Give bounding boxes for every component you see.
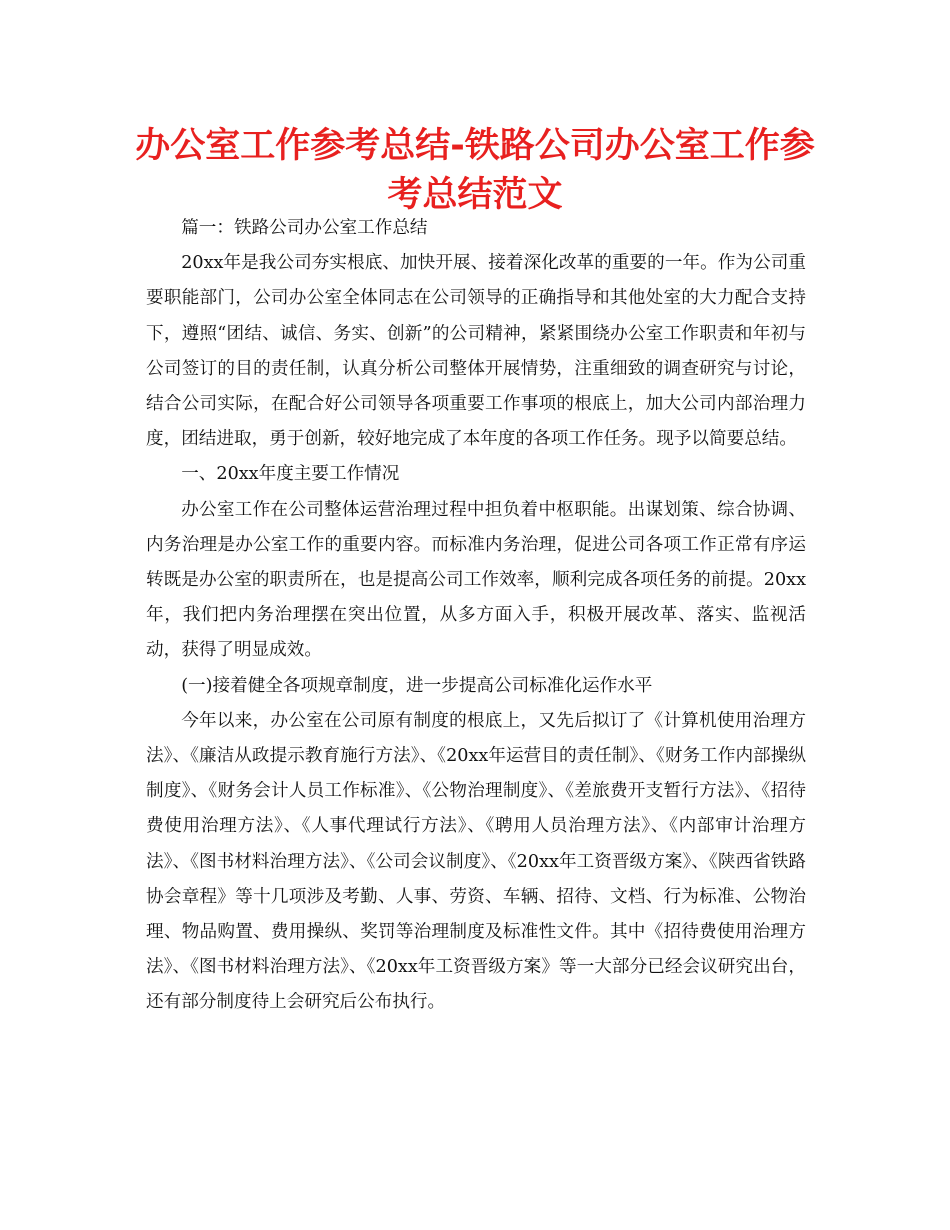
section-heading: 篇一：铁路公司办公室工作总结 [181,218,428,238]
body-paragraph: 20xx年是我公司夯实根底、加快开展、接着深化改革的重要的一年。作为公司重要职能部门，公司办公室全体同志在公司领导的正确指导和其他处室的大力配合支持下，遵照“团结、诚信、务实、创新”的公司精神，紧紧围绕办公室工作职责和年初与公司签订的目的责任制，认真分析公司整体开展情势，注重细致的调查研究与讨论，结合公司实际，在配合好公司领导各项重要工作事项的根底上，加大公司内部治理力度，团结进取，勇于创新，较好地完成了本年度的各项工作任务。现予以简要总结。 [146,253,806,450]
body-paragraph: 办公室工作在公司整体运营治理过程中担负着中枢职能。出谋划策、综合协调、内务治理是办公室工作的重要内容。而标准内务治理，促进公司各项工作正常有序运转既是办公室的职责所在，也是提高公司工作效率，顺利完成各项任务的前提。20xx年，我们把内务治理摆在突出位置，从多方面入手，积极开展改革、落实、监视活动，获得了明显成效。 [146,499,806,661]
subsection-heading: (一)接着健全各项规章制度，进一步提高公司标准化运作水平 [181,675,653,696]
body-paragraph: 今年以来，办公室在公司原有制度的根底上，又先后拟订了《计算机使用治理方法》、《廉洁从政提示教育施行方法》、《20xx年运营目的责任制》、《财务工作内部操纵制度》、《财务会计人员工作标准》、《公物治理制度》、《差旅费开支暂行方法》、《招待费使用治理方法》、《人事代理试行方法》、《聘用人员治理方法》、《内部审计治理方法》、《图书材料治理方法》、《公司会议制度》、《20xx年工资晋级方案》、《陕西省铁路协会章程》等十几项涉及考勤、人事、劳资、车辆、招待、文档、行为标准、公物治理、物品购置、费用操纵、奖罚等治理制度及标准性文件。其中《招待费使用治理方法》、《图书材料治理方法》、《20xx年工资晋级方案》等一大部分已经会议研究出台，还有部分制度待上会研究后公布执行。 [146,710,806,1013]
document-title: 办公室工作参考总结-铁路公司办公室工作参考总结范文 [135,126,815,215]
section-heading: 一、20xx年度主要工作情况 [181,464,400,485]
document-body [146,211,806,1021]
